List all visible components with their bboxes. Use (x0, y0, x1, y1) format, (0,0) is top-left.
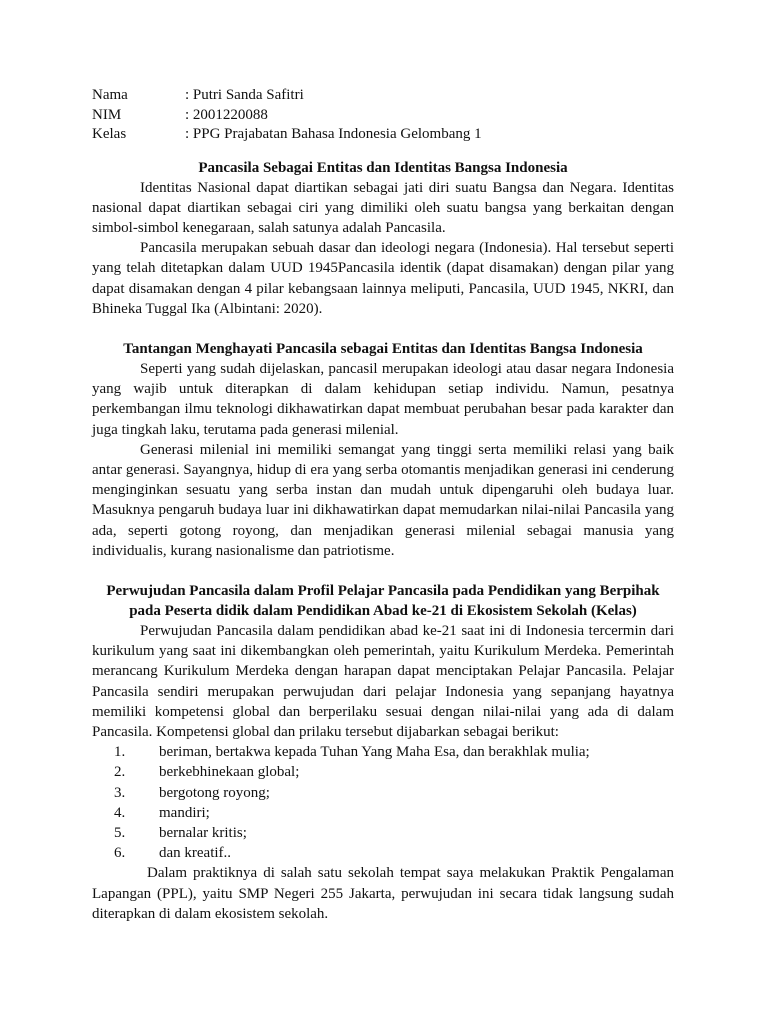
section-1-title: Pancasila Sebagai Entitas dan Identitas Bangsa Indonesia (198, 159, 568, 176)
list-item-text: bergotong royong; (159, 784, 270, 801)
list-item-text: berkebhinekaan global; (159, 764, 300, 781)
closing-paragraph: Dalam praktiknya di salah satu sekolah tempat saya melakukan Praktik Pengalaman Lapangan (PPL), yaitu SMP Negeri 255 Jakarta, perwujudan ini secara tidak langsung sudah diterapkan di dalam ekosistem sekolah. (92, 865, 674, 922)
class-value: : PPG Prajabatan Bahasa Indonesia Gelombang 1 (185, 126, 482, 142)
list-item (92, 843, 674, 863)
competency-list (92, 742, 674, 863)
identity-name-row (92, 86, 674, 106)
name-label: Nama (92, 87, 128, 103)
section-1-paragraph: Identitas Nasional dapat diartikan sebagai jati diri suatu Bangsa dan Negara. Identitas nasional dapat diartikan sebagai ciri yang dimiliki oleh suatu bangsa yang berkaitan dengan simbol-simbol kenegaraan, salah satunya adalah Pancasila. (92, 179, 674, 236)
name-value: : Putri Sanda Safitri (185, 87, 304, 103)
section-3-paragraph: Perwujudan Pancasila dalam pendidikan abad ke-21 saat ini di Indonesia tercermin dari kurikulum yang saat ini dikembangkan oleh pemerintah, yaitu Kurikulum Merdeka. Pemerintah merancang Kurikulum Merdeka dengan harapan dapat menciptakan Pelajar Pancasila. Pelajar Pancasila sendiri merupakan perwujudan dari pelajar Indonesia yang sepanjang hayatnya memiliki kompetensi global dan berperilaku sesuai dengan nilai-nilai yang ada di dalam Pancasila. Kompetensi global dan prilaku tersebut dijabarkan sebagai berikut: (92, 622, 674, 740)
nim-label: NIM (92, 106, 122, 123)
list-item-number: 4. (114, 804, 126, 821)
list-item-text: dan kreatif.. (159, 845, 232, 862)
document-page (92, 86, 674, 924)
section-2-paragraph: Generasi milenial ini memiliki semangat yang tinggi serta memiliki relasi yang baik antar generasi. Sayangnya, hidup di era yang serba otomantis menjadikan generasi ini cenderung menginginkan sesuatu yang serba instan dan mudah untuk dipengaruhi oleh budaya luar. Masuknya pengaruh budaya luar ini dikhawatirkan dapat memudarkan nilai-nilai Pancasila yang ada, seperti gotong royong, dan menjadikan generasi milenial sebagai manusia yang individualis, kurang nasionalisme dan patriotisme. (92, 441, 674, 559)
list-item-number: 3. (114, 784, 126, 801)
section-3-title-line-1: Perwujudan Pancasila dalam Profil Pelajar Pancasila pada Pendidikan yang Berpihak (106, 582, 660, 599)
list-item (92, 803, 674, 823)
section-3-title-line-2: pada Peserta didik dalam Pendidikan Abad ke-21 di Ekosistem Sekolah (Kelas) (129, 602, 637, 619)
list-item (92, 783, 674, 803)
section-2-paragraph: Seperti yang sudah dijelaskan, pancasil merupakan ideologi atau dasar negara Indonesia yang wajib untuk diterapkan di dalam kehidupan setiap individu. Namun, pesatnya perkembangan ilmu teknologi dikhawatirkan dapat membuat perubahan besar pada karakter dan juga tingkah laku, terutama pada generasi milenial. (92, 360, 674, 438)
list-item-number: 2. (114, 764, 126, 781)
list-item-number: 1. (114, 744, 126, 761)
list-item-number: 5. (114, 824, 126, 841)
section-2-title: Tantangan Menghayati Pancasila sebagai Entitas dan Identitas Bangsa Indonesia (123, 340, 643, 357)
identity-nim-row (92, 106, 674, 126)
list-item-text: beriman, bertakwa kepada Tuhan Yang Maha Esa, dan berakhlak mulia; (159, 744, 590, 761)
identity-class-row (92, 125, 674, 145)
list-item (92, 823, 674, 843)
section-1-paragraph: Pancasila merupakan sebuah dasar dan ideologi negara (Indonesia). Hal tersebut seperti yang telah ditetapkan dalam UUD 1945Pancasila identik (dapat disamakan) dengan pilar yang dapat disamakan dengan 4 pilar kebangsaan lainnya meliputi, Pancasila, UUD 1945, NKRI, dan Bhineka Tuggal Ika (Albintani: 2020). (92, 240, 674, 317)
list-item-text: mandiri; (159, 804, 210, 821)
class-label: Kelas (92, 126, 127, 142)
list-item-number: 6. (114, 845, 126, 862)
list-item-text: bernalar kritis; (159, 824, 247, 841)
list-item (92, 762, 674, 782)
list-item (92, 742, 674, 762)
nim-value: : 2001220088 (185, 106, 268, 123)
